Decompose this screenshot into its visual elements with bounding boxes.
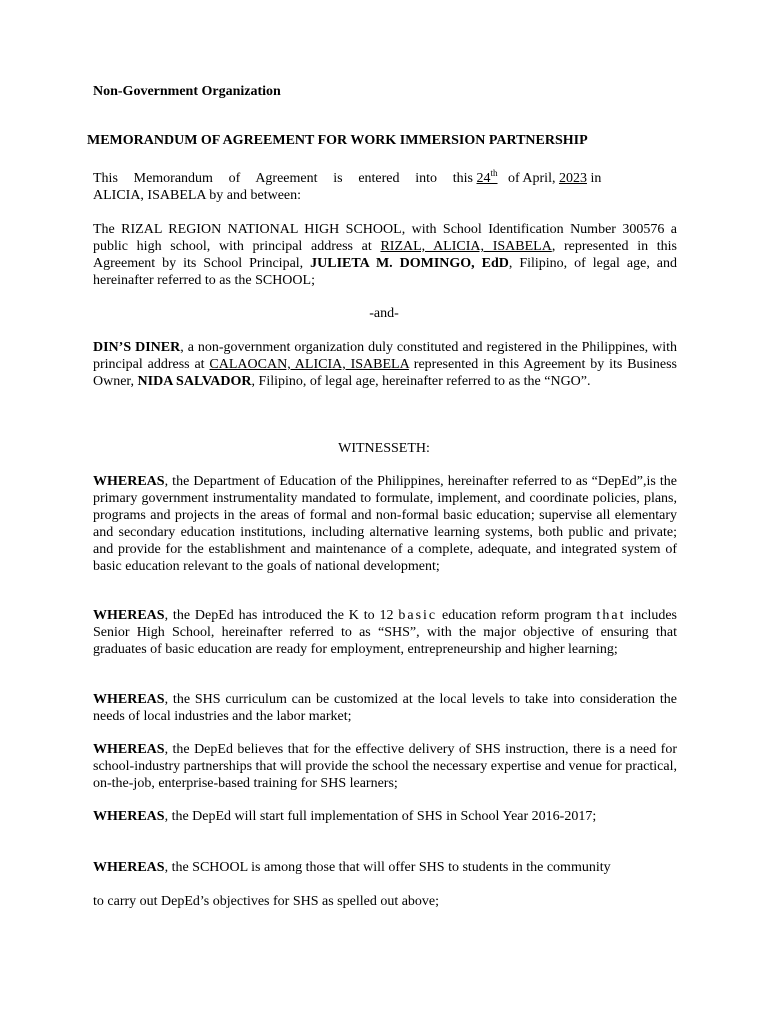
whereas-text: includes Senior High School, hereinafter referred to as “SHS”, with the major objective of ensuring that graduates of basic education are ready for employment, entrepreneurship and higher learning; (93, 608, 677, 657)
intro-year: 2023 (558, 171, 587, 186)
whereas-clause-3 (93, 691, 677, 725)
intro-line-2: ALICIA, ISABELA by and between: (93, 188, 302, 203)
whereas-text: , the DepEd believes that for the effective delivery of SHS instruction, there is a need for school-industry partnerships that will provide the school the necessary expertise and venue for practical, on-the-job, enterprise-based training for SHS learners; (93, 742, 677, 791)
and-separator: -and- (369, 306, 399, 321)
intro-text-1: This Memorandum of Agreement is entered into this (93, 171, 473, 186)
intro-text-3: in (590, 171, 602, 186)
ngo-text-3: , Filipino, of legal age, hereinafter referred to as the “NGO”. (251, 374, 591, 389)
whereas-text: , the DepEd has introduced the K to 12 (164, 608, 399, 623)
ngo-owner: NIDA SALVADOR (137, 374, 252, 389)
document-type: Non-Government Organization (93, 84, 281, 99)
whereas-label: WHEREAS (93, 692, 165, 707)
whereas-label: WHEREAS (93, 860, 165, 875)
whereas-label: WHEREAS (93, 608, 165, 623)
whereas-text: , the DepEd will start full implementation of SHS in School Year 2016-2017; (164, 809, 597, 824)
ngo-name: DIN’S DINER (93, 340, 181, 355)
whereas-label: WHEREAS (93, 474, 165, 489)
intro-text-2: of April, (508, 171, 556, 186)
whereas-text-spaced: that (596, 608, 626, 623)
whereas-clause-2 (93, 607, 677, 658)
school-text-2: , represented in this Agreement by its School Principal, (93, 239, 677, 271)
whereas-text: , the Department of Education of the Philippines, hereinafter referred to as “DepEd”,is the primary government instrumentality mandated to formulate, implement, and coordinate policies, plans, programs and projects in the areas of formal and non-formal basic education; supervise all elementary and secondary education institutions, including alternative learning systems, both public and private; and provide for the establishment and maintenance of a complete, adequate, and integrated system of basic education relevant to the goals of national development; (93, 474, 677, 574)
school-address: RIZAL, ALICIA, ISABELA (380, 239, 552, 254)
school-paragraph (93, 221, 677, 289)
whereas-text: education reform program (437, 608, 597, 623)
whereas-clause-6 (93, 859, 677, 876)
document-title: MEMORANDUM OF AGREEMENT FOR WORK IMMERSION PARTNERSHIP (87, 133, 588, 148)
school-text-1: The RIZAL REGION NATIONAL HIGH SCHOOL, with School Identification Number 300576 a public high school, with principal address at (93, 222, 677, 254)
whereas-clause-4 (93, 741, 677, 792)
whereas-clause-1 (93, 473, 677, 575)
ngo-paragraph (93, 339, 677, 390)
whereas-text: , the SCHOOL is among those that will offer SHS to students in the community (164, 860, 611, 875)
school-text-3: , Filipino, of legal age, and hereinafter referred to as the SCHOOL; (93, 256, 678, 288)
witnesseth-heading: WITNESSETH: (338, 441, 430, 456)
whereas-text: , the SHS curriculum can be customized at the local levels to take into consideration the needs of local industries and the labor market; (93, 692, 677, 724)
ngo-address: CALAOCAN, ALICIA, ISABELA (209, 357, 409, 372)
whereas-clause-6-continued: to carry out DepEd’s objectives for SHS as spelled out above; (93, 894, 440, 909)
school-principal: JULIETA M. DOMINGO, EdD (310, 256, 509, 271)
intro-day-suffix: th (490, 168, 498, 178)
intro-day-number: 24 (476, 171, 491, 186)
intro-day (476, 168, 498, 186)
ngo-text-1: , a non-government organization duly constituted and registered in the Philippines, with principal address at (93, 340, 678, 372)
whereas-clause-5 (93, 808, 653, 825)
intro-line-1 (93, 170, 633, 187)
whereas-label: WHEREAS (93, 809, 165, 824)
whereas-label: WHEREAS (93, 742, 165, 757)
ngo-text-2: represented in this Agreement by its Business Owner, (93, 357, 677, 389)
whereas-text-spaced: basic (398, 608, 438, 623)
